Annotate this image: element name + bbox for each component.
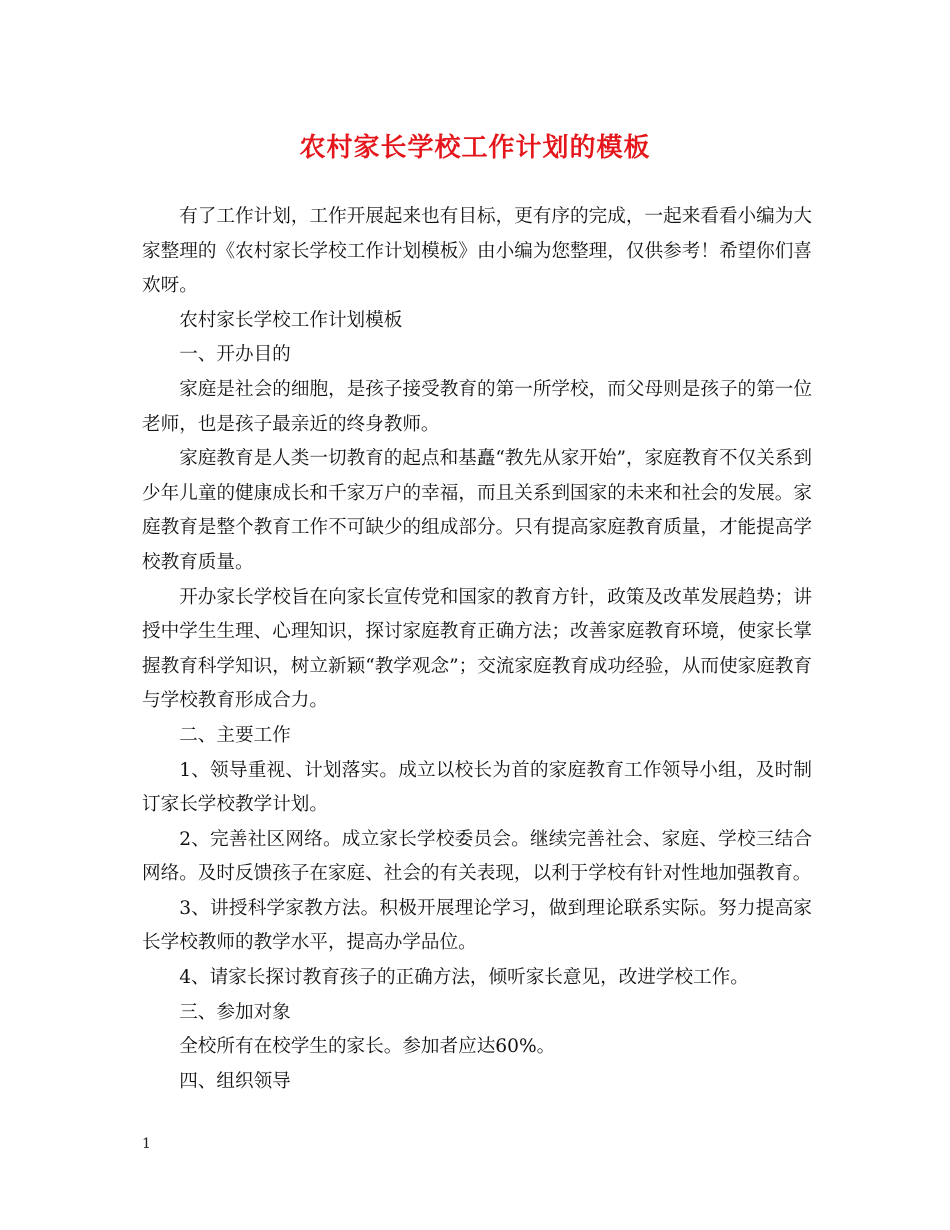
paragraph-family-cell: 家庭是社会的细胞，是孩子接受教育的第一所学校，而父母则是孩子的第一位老师，也是孩子最亲近的终身教师。: [142, 378, 812, 435]
paragraph-work-item-3: 3、讲授科学家教方法。积极开展理论学习，做到理论联系实际。努力提高家长学校教师的教学水平，提高办学品位。: [142, 897, 812, 954]
page-number: 1: [142, 1136, 151, 1152]
document-body: [142, 200, 812, 1099]
paragraph-subtitle: 农村家长学校工作计划模板: [179, 309, 403, 331]
paragraph-work-item-4: 4、请家长探讨教育孩子的正确方法，倾听家长意见，改进学校工作。: [179, 967, 749, 989]
section-heading-participants: 三、参加对象: [179, 1001, 291, 1023]
section-heading-main-work: 二、主要工作: [179, 724, 291, 746]
paragraph-school-aim: 开办家长学校旨在向家长宣传党和国家的教育方针，政策及改革发展趋势；讲授中学生生理、心理知识，探讨家庭教育正确方法；改善家庭教育环境，使家长掌握教育科学知识，树立新颖“教学观念”；交流家庭教育成功经验，从而使家庭教育与学校教育形成合力。: [142, 586, 812, 712]
section-heading-organization: 四、组织领导: [179, 1070, 291, 1092]
paragraph-work-item-1: 1、领导重视、计划落实。成立以校长为首的家庭教育工作领导小组，及时制订家长学校教学计划。: [142, 759, 812, 816]
document-title: 农村家长学校工作计划的模板: [299, 133, 651, 163]
paragraph-work-item-2: 2、完善社区网络。成立家长学校委员会。继续完善社会、家庭、学校三结合网络。及时反馈孩子在家庭、社会的有关表现，以利于学校有针对性地加强教育。: [142, 828, 812, 885]
paragraph-family-education: 家庭教育是人类一切教育的起点和基矗“教先从家开始”，家庭教育不仅关系到少年儿童的健康成长和千家万户的幸福，而且关系到国家的未来和社会的发展。家庭教育是整个教育工作不可缺少的组成部分。只有提高家庭教育质量，才能提高学校教育质量。: [142, 448, 812, 573]
paragraph-participants: 全校所有在校学生的家长。参加者应达60%。: [179, 1036, 556, 1058]
section-heading-purpose: 一、开办目的: [179, 344, 291, 366]
paragraph-intro: 有了工作计划，工作开展起来也有目标，更有序的完成，一起来看看小编为大家整理的《农村家长学校工作计划模板》由小编为您整理，仅供参考！希望你们喜欢呀。: [142, 206, 812, 297]
